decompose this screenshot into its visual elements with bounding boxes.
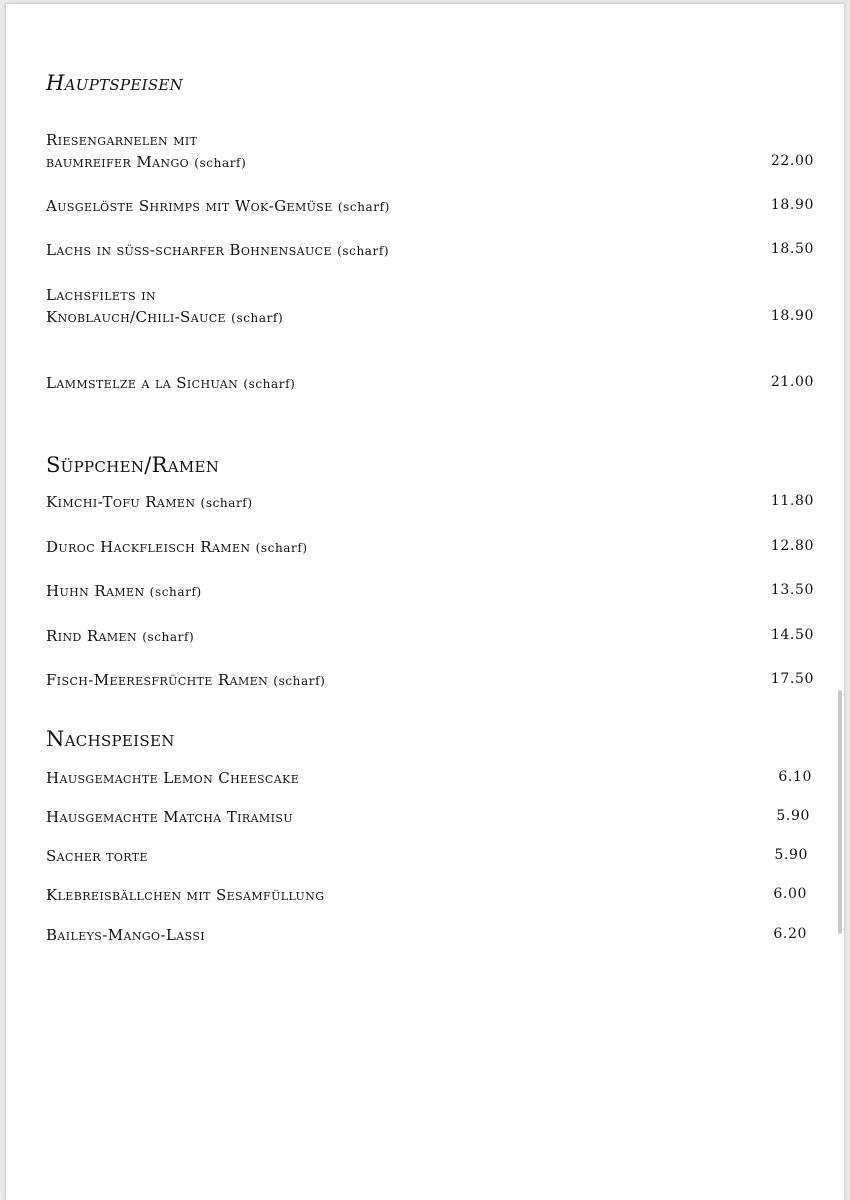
spicy-note: (scharf) <box>337 244 390 258</box>
item-name: Kimchi-Tofu Ramen <box>46 493 196 511</box>
menu-item <box>46 806 814 828</box>
item-name: Baileys-Mango-Lassi <box>46 926 206 944</box>
spicy-note: (scharf) <box>273 674 326 688</box>
item-price: 18.90 <box>770 308 814 324</box>
item-price: 5.90 <box>774 847 808 863</box>
item-name: Lammstelze a la Sichuan <box>46 374 239 392</box>
menu-item <box>46 536 814 559</box>
item-name: Lachsfilets in <box>46 286 156 304</box>
item-name-cont: Knoblauch/Chili-Sauce <box>46 308 226 326</box>
item-price: 22.00 <box>770 153 814 169</box>
item-price: 14.50 <box>770 627 814 643</box>
menu-item <box>46 195 814 218</box>
item-price: 21.00 <box>770 374 814 390</box>
item-price: 6.00 <box>773 886 807 902</box>
menu-item <box>46 924 814 946</box>
menu-item <box>46 129 814 174</box>
item-price: 17.50 <box>770 671 814 687</box>
item-price: 6.20 <box>773 926 807 942</box>
item-name: Riesengarnelen mit <box>46 131 198 149</box>
menu-item <box>46 669 814 692</box>
spicy-note: (scharf) <box>149 585 202 599</box>
item-price: 6.10 <box>778 769 812 785</box>
spicy-note: (scharf) <box>243 377 296 391</box>
item-name: Klebreisbällchen mit Sesamfüllung <box>46 886 325 904</box>
item-price: 18.50 <box>770 241 814 257</box>
spicy-note: (scharf) <box>337 200 390 214</box>
item-name: Huhn Ramen <box>46 582 145 600</box>
section-title-hauptspeisen: Hauptspeisen <box>46 71 184 95</box>
item-name: Duroc Hackfleisch Ramen <box>46 538 251 556</box>
menu-item <box>46 284 814 329</box>
menu-item <box>46 580 814 603</box>
spicy-note: (scharf) <box>194 156 247 170</box>
item-name: Rind Ramen <box>46 627 138 645</box>
menu-item <box>46 884 814 906</box>
item-name: Hausgemachte Lemon Cheescake <box>46 769 300 787</box>
spicy-note: (scharf) <box>200 496 253 510</box>
item-name: Hausgemachte Matcha Tiramisu <box>46 808 293 826</box>
item-price: 18.90 <box>770 197 814 213</box>
item-name: Lachs in süss-scharfer Bohnensauce <box>46 241 332 259</box>
menu-item <box>46 239 814 262</box>
menu-item <box>46 491 814 514</box>
menu-item <box>46 625 814 648</box>
menu-item <box>46 767 814 789</box>
item-price: 12.80 <box>770 538 814 554</box>
spicy-note: (scharf) <box>142 630 195 644</box>
menu-item <box>46 372 814 395</box>
item-name: Fisch-Meeresfrüchte Ramen <box>46 671 269 689</box>
item-name: Sacher torte <box>46 847 148 865</box>
menu-item <box>46 845 814 867</box>
menu-page <box>6 4 844 1200</box>
item-name: Ausgelöste Shrimps mit Wok-Gemüse <box>46 197 333 215</box>
item-price: 11.80 <box>770 493 814 509</box>
item-price: 13.50 <box>770 582 814 598</box>
section-title-ramen: Süppchen/Ramen <box>46 453 220 477</box>
spicy-note: (scharf) <box>231 311 284 325</box>
spicy-note: (scharf) <box>255 541 308 555</box>
item-name-cont: baumreifer Mango <box>46 153 190 171</box>
section-title-nachspeisen: Nachspeisen <box>46 727 175 751</box>
item-price: 5.90 <box>776 808 810 824</box>
scrollbar[interactable] <box>838 690 842 934</box>
